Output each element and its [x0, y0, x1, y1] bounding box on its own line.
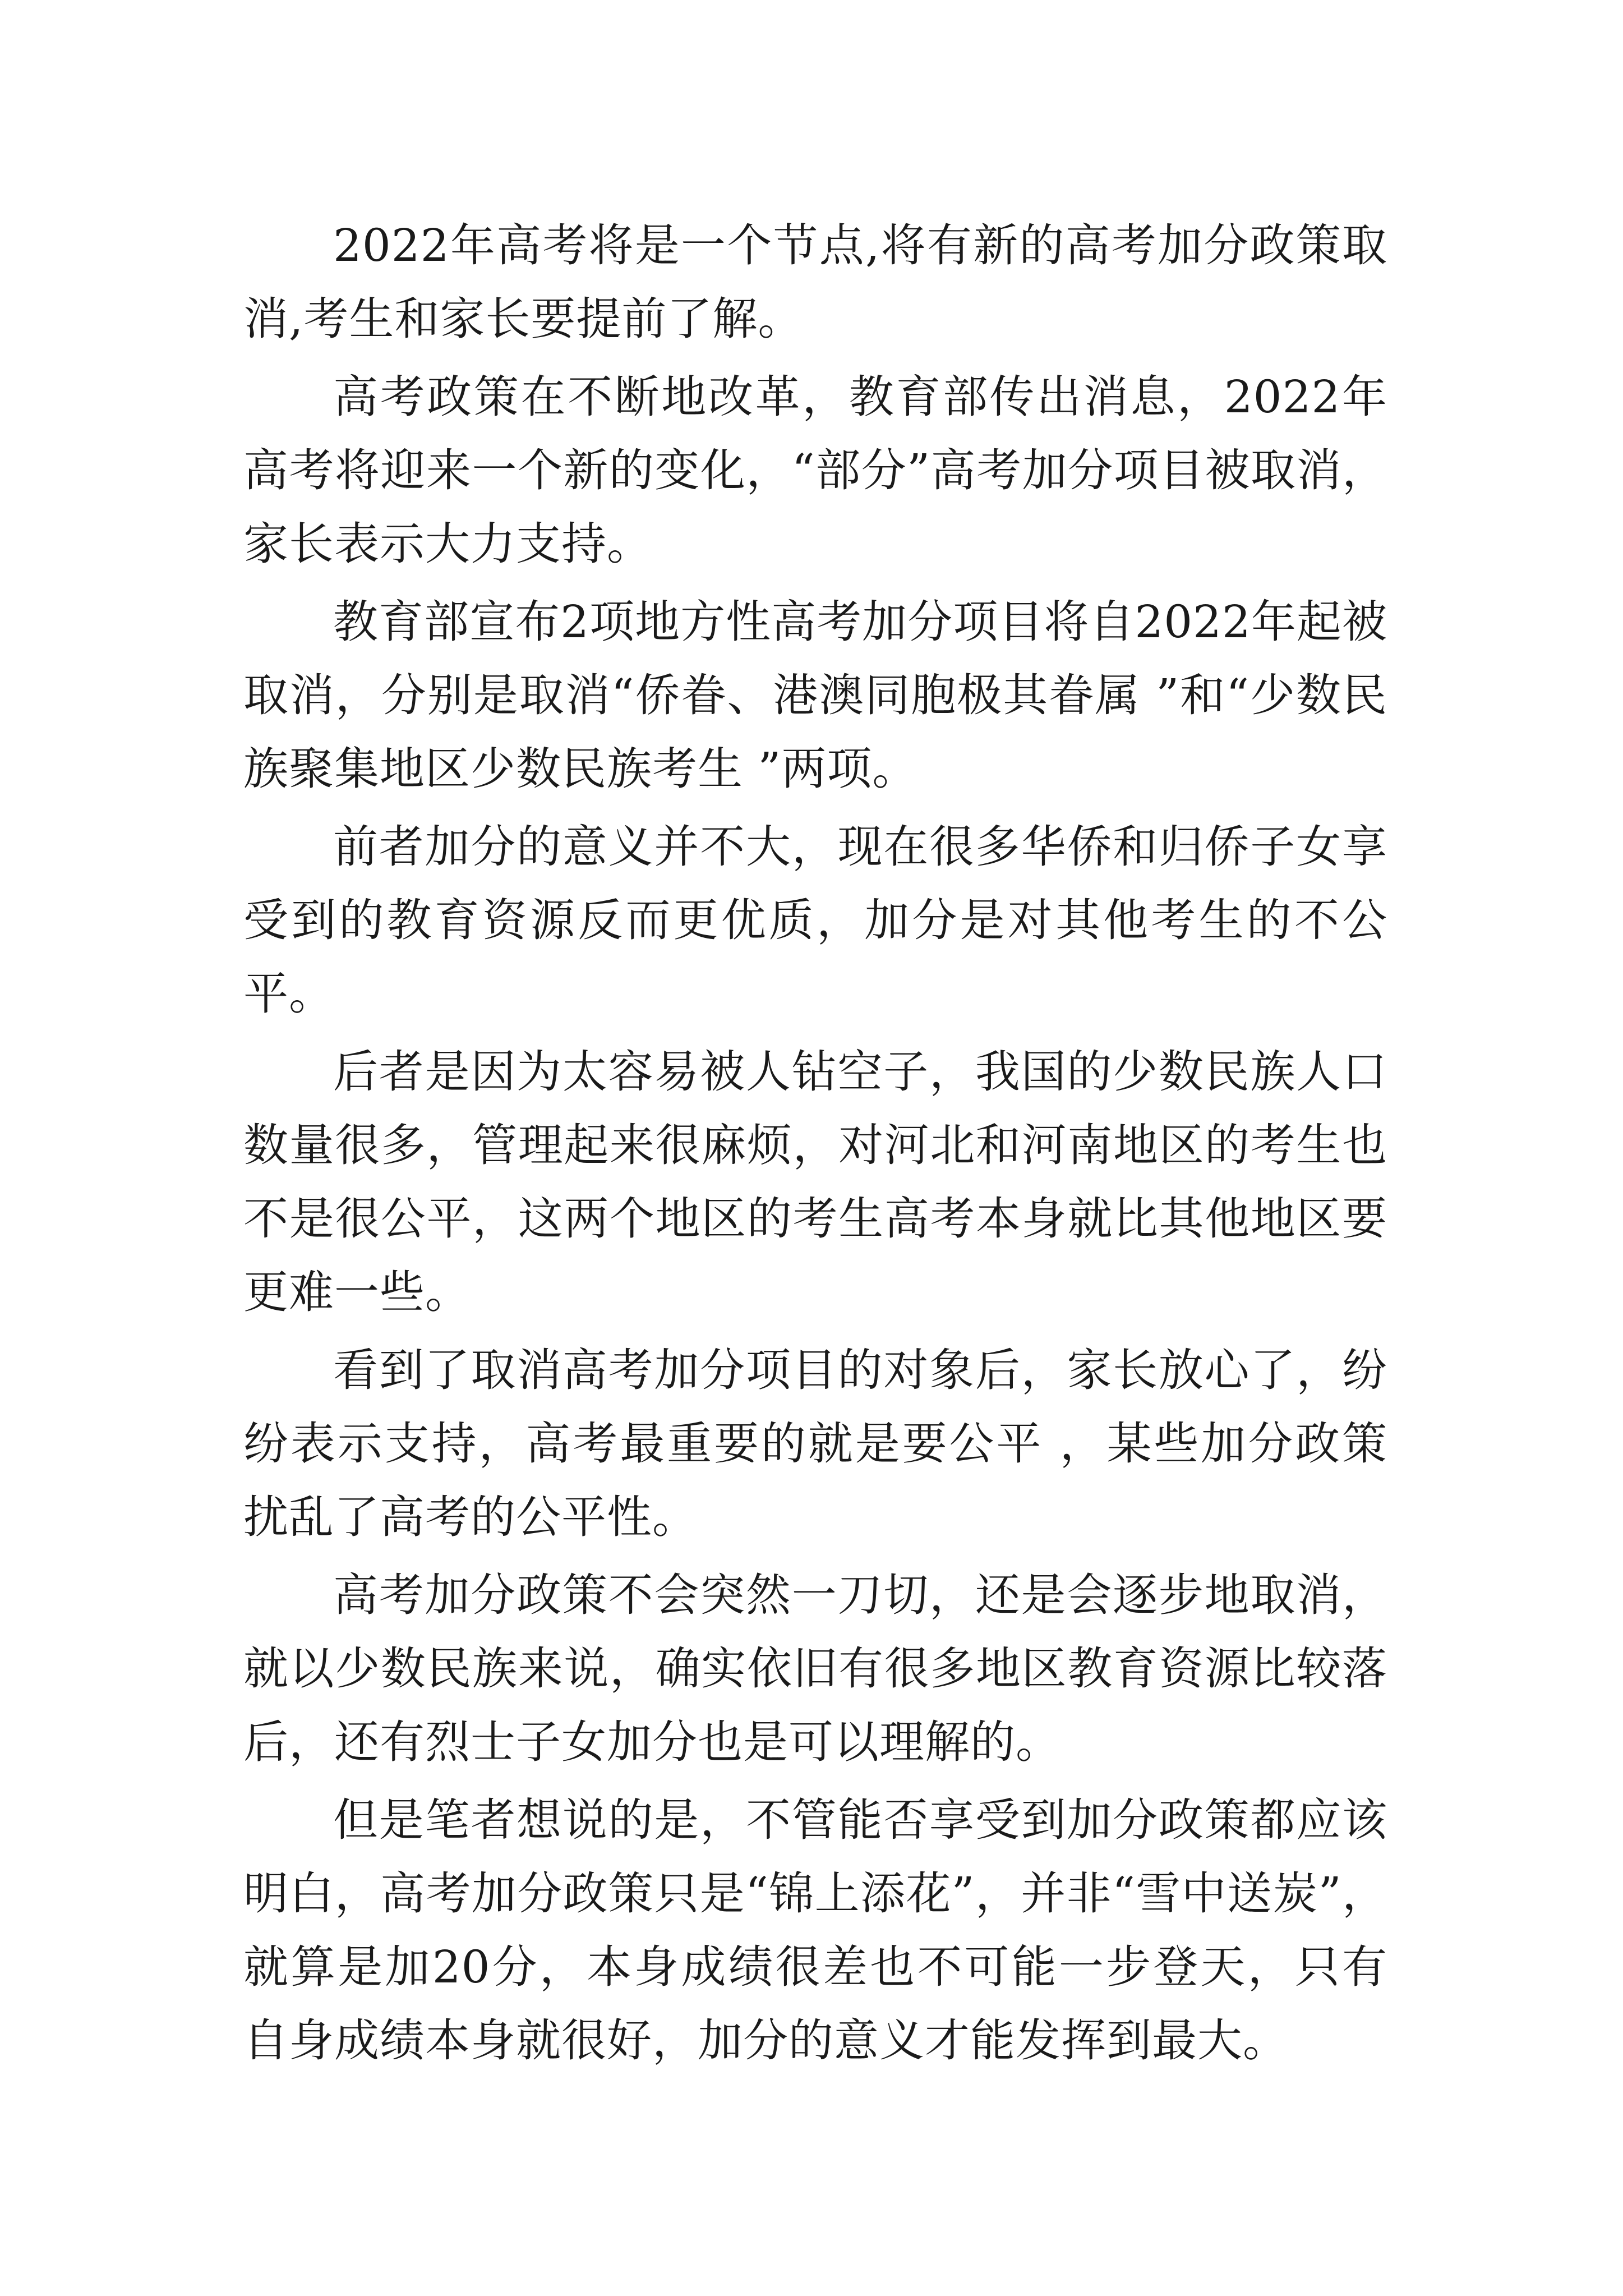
- paragraph-1: 2022年高考将是一个节点,将有新的高考加分政策取消,考生和家长要提前了解。: [243, 219, 1387, 345]
- document-body: [243, 209, 1387, 2082]
- paragraph-5: 后者是因为太容易被人钻空子，我国的少数民族人口数量很多，管理起来很麻烦，对河北和河南地区的考生也不是很公平，这两个地区的考生高考本身就比其他地区要更难一些。: [243, 1046, 1387, 1318]
- paragraph-3: 教育部宣布2项地方性高考加分项目将自2022年起被取消，分别是取消“侨眷、港澳同胞极其眷属 ”和“少数民族聚集地区少数民族考生 ”两项。: [243, 596, 1387, 795]
- paragraph-7: 高考加分政策不会突然一刀切，还是会逐步地取消，就以少数民族来说，确实依旧有很多地区教育资源比较落后，还有烈士子女加分也是可以理解的。: [243, 1569, 1387, 1768]
- paragraph-4: 前者加分的意义并不大，现在很多华侨和归侨子女享受到的教育资源反而更优质，加分是对其他考生的不公平。: [243, 821, 1387, 1020]
- paragraph-6: 看到了取消高考加分项目的对象后，家长放心了，纷纷表示支持，高考最重要的就是要公平 ，某些加分政策扰乱了高考的公平性。: [243, 1344, 1387, 1543]
- paragraph-2: 高考政策在不断地改革，教育部传出消息，2022年高考将迎来一个新的变化，“部分”高考加分项目被取消，家长表示大力支持。: [243, 371, 1387, 570]
- paragraph-8: 但是笔者想说的是，不管能否享受到加分政策都应该明白，高考加分政策只是“锦上添花”，并非“雪中送炭”，就算是加20分，本身成绩很差也不可能一步登天，只有自身成绩本身就很好，加分的意义才能发挥到最大。: [243, 1794, 1387, 2067]
